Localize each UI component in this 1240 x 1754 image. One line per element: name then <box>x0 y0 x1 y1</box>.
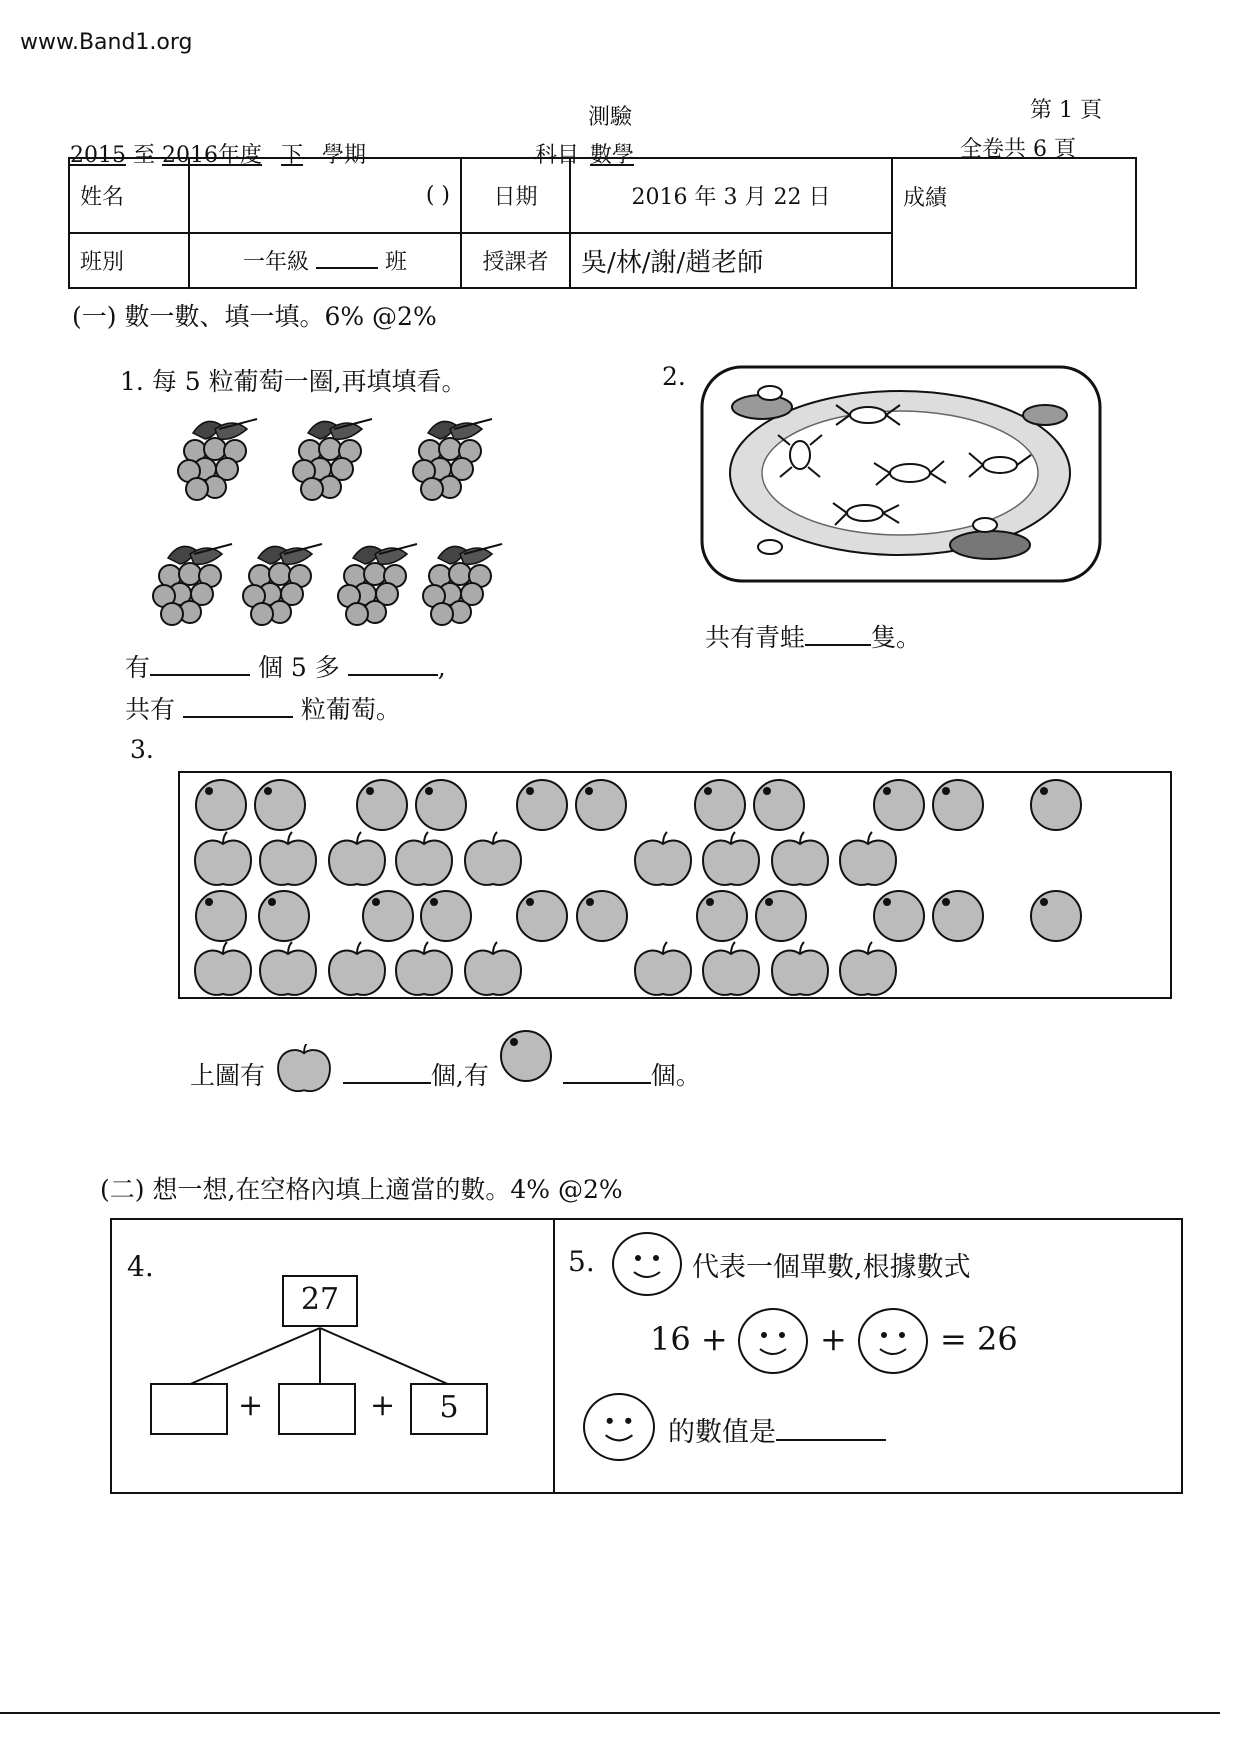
smiley-icon <box>858 1308 928 1374</box>
q1-blank-groups[interactable] <box>150 674 250 676</box>
smiley-icon <box>738 1308 808 1374</box>
q3-answer <box>190 1028 701 1090</box>
section1-title: (一) 數一數、填一填。6% @2% <box>72 302 437 331</box>
student-number-parens: ( ) <box>425 183 450 208</box>
q1-groups-of-five: 個 5 多 <box>257 653 340 682</box>
q4-blank-box-2[interactable] <box>278 1383 356 1435</box>
grade-prefix: 一年級 <box>242 250 309 275</box>
section2-divider <box>553 1218 555 1492</box>
orange-icon <box>497 1028 555 1084</box>
info-table <box>68 157 1137 289</box>
q3-blank-oranges[interactable] <box>563 1082 651 1084</box>
q1-prompt: 1. 每 5 粒葡萄一圈,再填填看。 <box>120 367 467 396</box>
q1-grapes: 粒葡萄。 <box>300 695 401 724</box>
q5-eq-plus: + <box>820 1320 847 1358</box>
q5-answer-label: 的數值是 <box>668 1417 776 1448</box>
name-field[interactable] <box>189 158 461 233</box>
apple-icon <box>273 1044 335 1094</box>
q5-description: 代表一個單數,根據數式 <box>692 1252 971 1283</box>
date-label: 日期 <box>461 158 570 233</box>
fruit-count-illustration <box>178 771 1172 999</box>
class-field[interactable] <box>189 233 461 288</box>
frog-pond-illustration <box>700 365 1102 583</box>
year-from: 2015 <box>70 143 126 168</box>
watermark: www.Band1.org <box>20 30 193 55</box>
q2-unit: 隻。 <box>871 623 922 652</box>
score-label: 成績 <box>903 186 948 211</box>
total-pages: 全卷共 6 頁 <box>960 137 1076 162</box>
q2-number: 2. <box>662 362 686 391</box>
q1-blank-total[interactable] <box>183 716 293 718</box>
name-label: 姓名 <box>69 158 189 233</box>
term-word: 學期 <box>322 143 367 168</box>
q1-comma: , <box>437 653 446 682</box>
teacher-value: 吳/林/謝/趙老師 <box>570 233 892 288</box>
q4-plus-1: + <box>238 1388 264 1423</box>
subject-value: 數學 <box>590 143 635 168</box>
q3-number: 3. <box>130 735 154 764</box>
q5-eq-end: = 26 <box>940 1320 1018 1358</box>
q5-blank[interactable] <box>776 1439 886 1441</box>
grape-illustration <box>140 405 520 655</box>
q2-answer <box>705 618 921 654</box>
bottom-rule <box>0 1712 1220 1714</box>
q4-plus-2: + <box>370 1388 396 1423</box>
year-to: 2016 <box>162 143 219 168</box>
q5-number: 5. <box>568 1245 595 1278</box>
class-label: 班別 <box>69 233 189 288</box>
q3-have2: 個,有 <box>430 1061 489 1090</box>
year-word: 年度 <box>218 143 263 168</box>
teacher-label: 授課者 <box>461 233 570 288</box>
q3-blank-apples[interactable] <box>343 1082 431 1084</box>
class-suffix: 班 <box>385 250 408 275</box>
section2-title: (二) 想一想,在空格內填上適當的數。4% @2% <box>100 1175 623 1204</box>
q4-blank-box-1[interactable] <box>150 1383 228 1435</box>
q1-line2 <box>125 690 401 726</box>
page-number: 第 1 頁 <box>1030 98 1102 123</box>
smiley-icon <box>583 1393 655 1461</box>
test-label: 測驗 <box>588 105 633 130</box>
q1-have: 有 <box>125 653 151 682</box>
q4-total-box: 27 <box>282 1275 358 1327</box>
q1-line1 <box>125 648 446 684</box>
q5-eq-start: 16 + <box>650 1320 728 1358</box>
q1-total: 共有 <box>125 695 176 724</box>
q1-blank-remainder[interactable] <box>348 674 438 676</box>
q2-total-frogs: 共有青蛙 <box>705 623 806 652</box>
date-value: 2016 年 3 月 22 日 <box>570 158 892 233</box>
q4-given-box: 5 <box>410 1383 488 1435</box>
class-blank[interactable] <box>316 267 378 269</box>
to-word: 至 <box>133 143 156 168</box>
q4-number: 4. <box>127 1250 154 1283</box>
q2-blank[interactable] <box>805 644 871 646</box>
q3-unit: 個。 <box>650 1061 701 1090</box>
subject-label: 科目 <box>535 143 580 168</box>
smiley-icon <box>612 1232 682 1296</box>
score-cell[interactable] <box>892 158 1136 288</box>
term: 下 <box>281 143 304 168</box>
q3-have: 上圖有 <box>190 1061 266 1090</box>
q5-answer-line <box>668 1410 886 1449</box>
